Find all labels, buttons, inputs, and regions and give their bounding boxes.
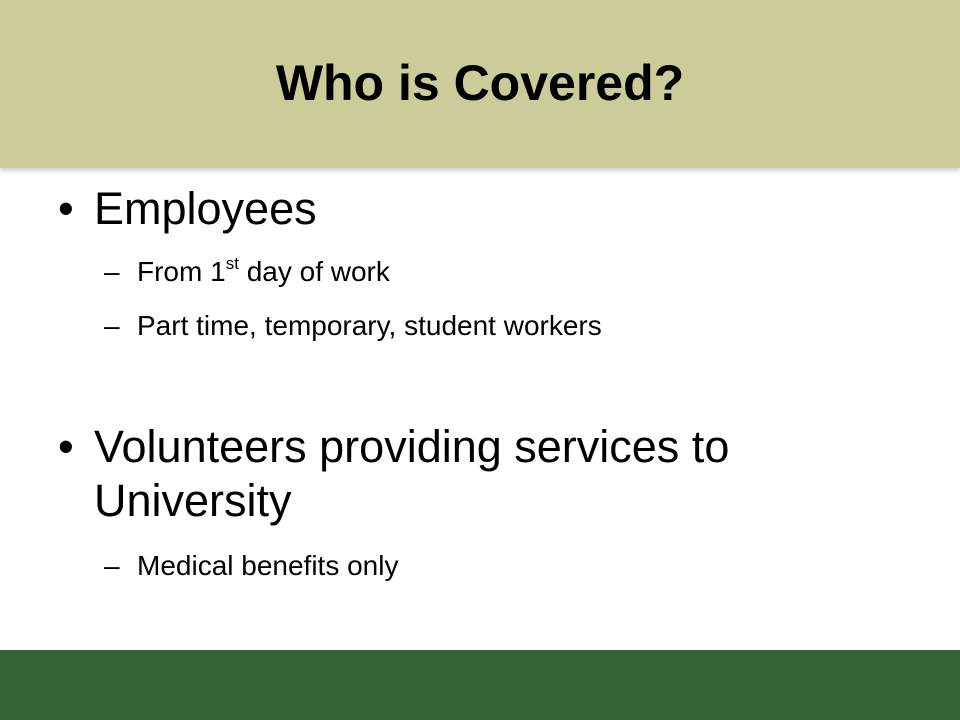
bullet-marker: • (58, 421, 74, 472)
bullet-text: Volunteers providing services to University (94, 421, 730, 526)
title-band (0, 0, 960, 168)
dash-marker: – (104, 256, 120, 287)
dash-marker: – (104, 550, 120, 581)
sub-text-post: day of work (238, 256, 390, 287)
dash-marker: – (104, 310, 120, 341)
sub-text-pre: From 1 (137, 256, 226, 287)
footer-band (0, 650, 960, 720)
bullet-text: Employees (94, 183, 317, 234)
sub-item-text (137, 256, 390, 288)
bullet-marker: • (58, 183, 74, 234)
sub-item-text: Medical benefits only (137, 550, 399, 581)
sub-item-text: Part time, temporary, student workers (137, 310, 602, 341)
sub-text-superscript: st (225, 254, 239, 273)
slide-title: Who is Covered? (275, 55, 685, 111)
